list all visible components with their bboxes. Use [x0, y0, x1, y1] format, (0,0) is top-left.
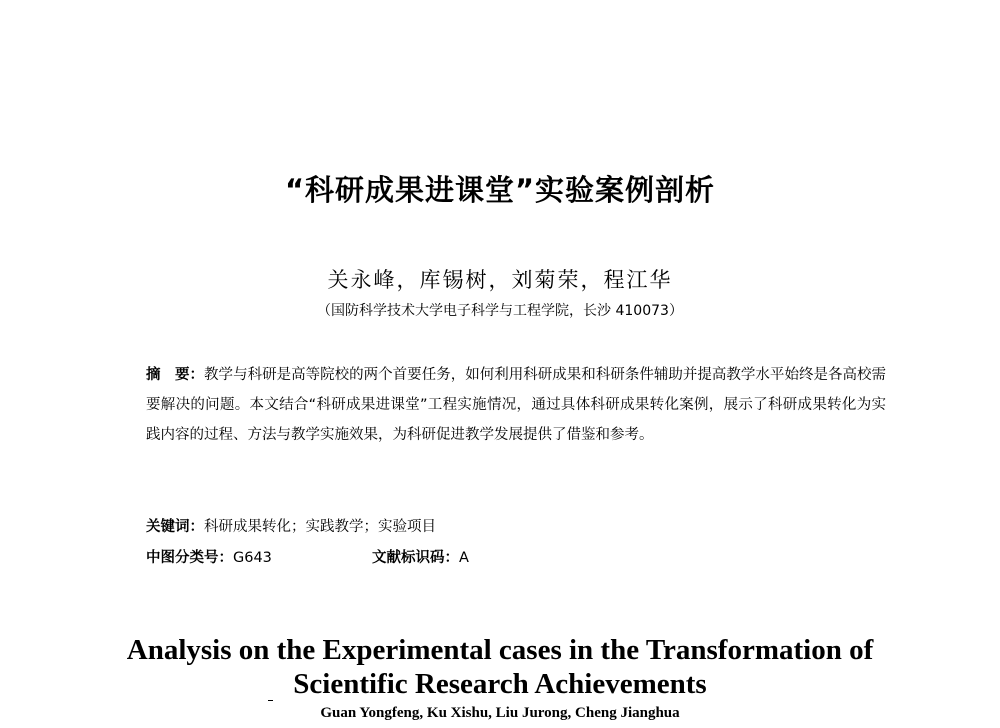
keywords-label: 关键词： — [146, 519, 204, 535]
keywords-text: 科研成果转化；实践教学；实验项目 — [204, 519, 436, 535]
chinese-title: “科研成果进课堂”实验案例剖析 — [284, 173, 716, 207]
abstract-label: 摘 要： — [146, 367, 205, 383]
chinese-affiliation: （国防科学技术大学电子科学与工程学院，长沙 410073） — [317, 303, 683, 319]
scan-mark — [268, 700, 273, 701]
document-code-value: A — [459, 550, 469, 566]
abstract-text: 教学与科研是高等院校的两个首要任务，如何利用科研成果和科研条件辅助并提高教学水平始终是各高校需要解决的问题。本文结合“科研成果进课堂”工程实施情况，通过具体科研成果转化案例，展示了科研成果转化为实践内容的过程、方法与教学实施效果，为科研促进教学发展提供了借鉴和参考。 — [146, 367, 887, 443]
english-authors: Guan Yongfeng, Ku Xishu, Liu Jurong, Cheng Jianghua — [320, 705, 680, 721]
keywords-line — [146, 515, 436, 536]
document-code-line — [372, 546, 469, 567]
english-title — [0, 633, 1000, 701]
clc-label: 中图分类号： — [146, 550, 233, 566]
clc-value: G643 — [233, 550, 272, 566]
abstract — [146, 360, 886, 450]
english-title-line-2: Scientific Research Achievements — [293, 668, 707, 700]
english-title-line-1: Analysis on the Experimental cases in the Transformation of — [126, 634, 874, 666]
clc-line — [146, 546, 272, 567]
chinese-authors: 关永峰，库锡树，刘菊荣，程江华 — [327, 268, 673, 292]
document-code-label: 文献标识码： — [372, 550, 459, 566]
